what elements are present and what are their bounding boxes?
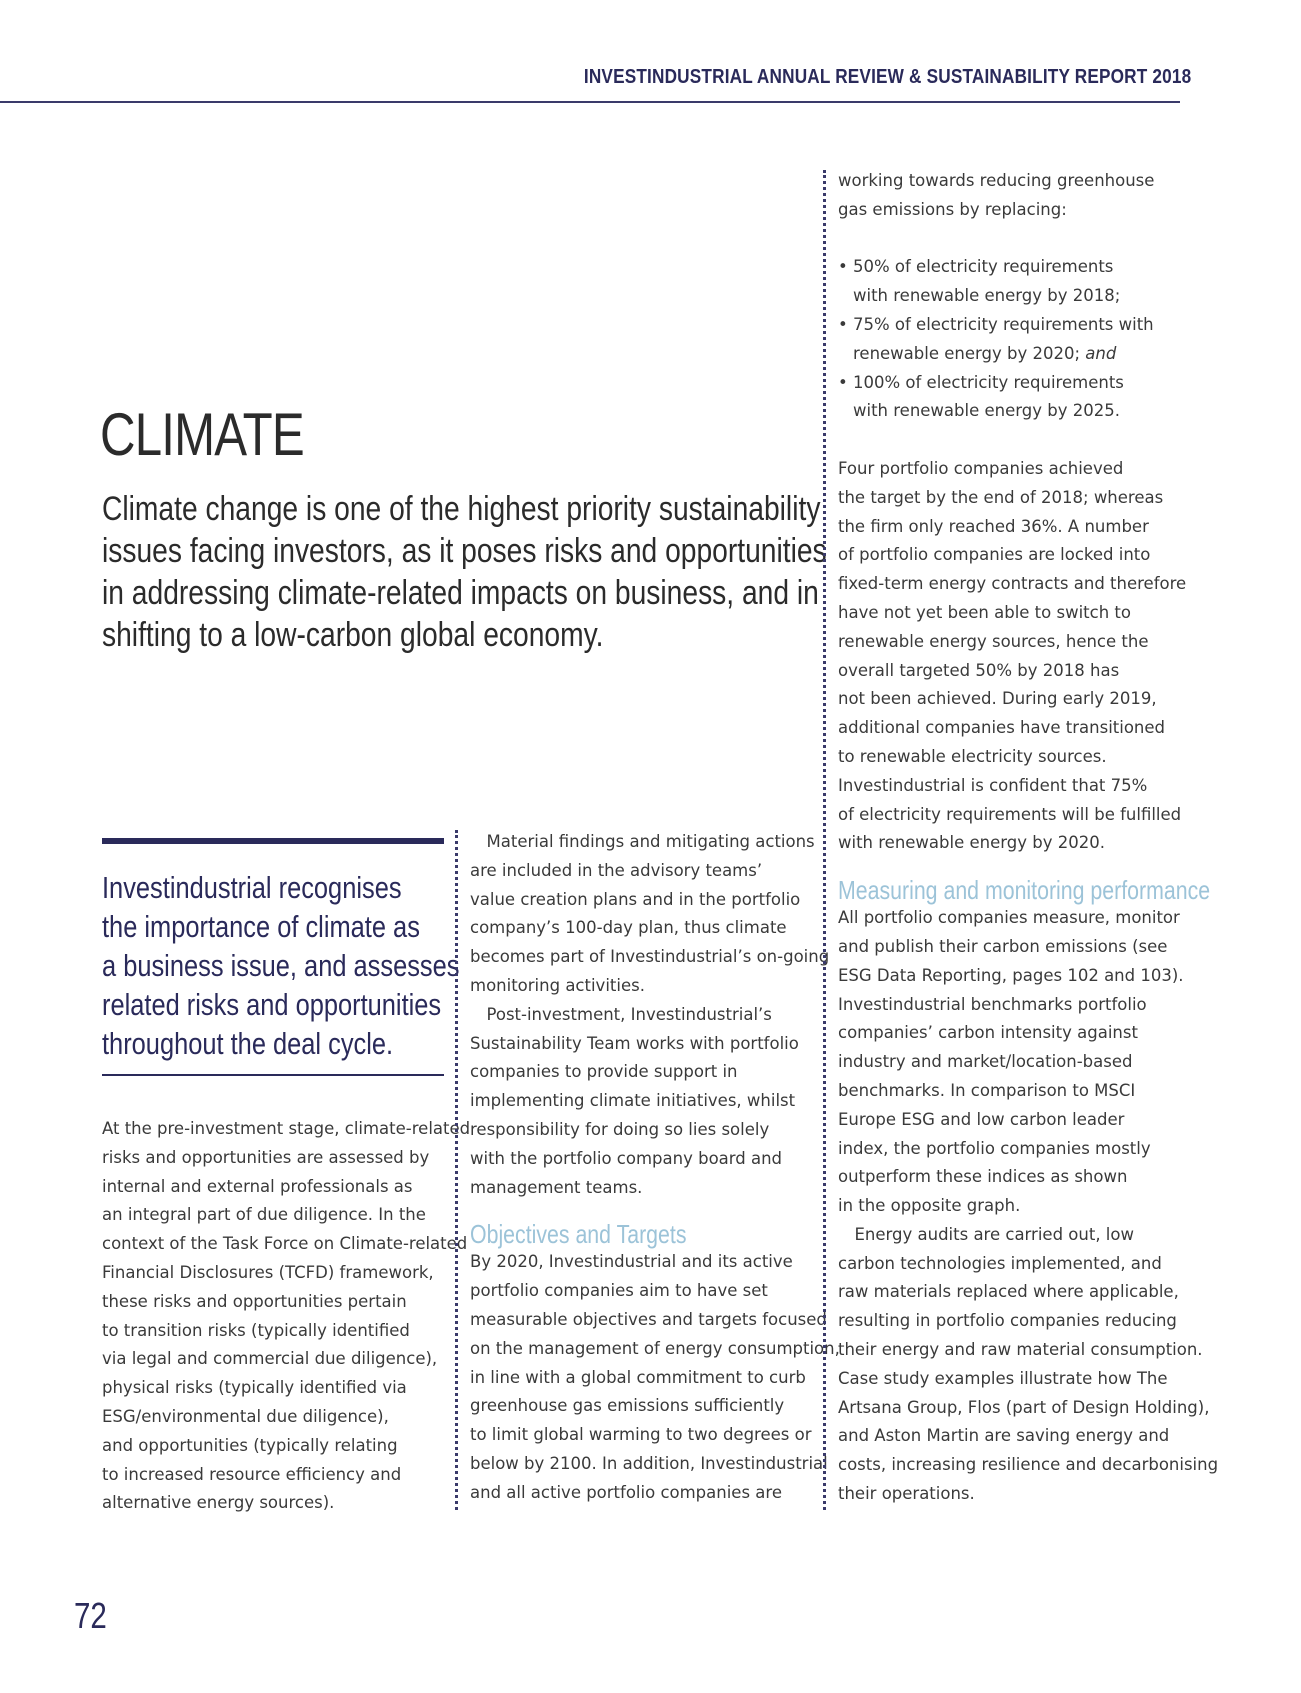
section-intro	[102, 488, 827, 656]
body-line: value creation plans and in the portfolio	[470, 889, 801, 909]
body-line: Financial Disclosures (TCFD) framework,	[102, 1262, 434, 1282]
body-line: context of the Task Force on Climate-related	[102, 1234, 468, 1254]
body-line: gas emissions by replacing:	[838, 199, 1067, 219]
body-line: to transition risks (typically identified	[102, 1320, 410, 1340]
body-line: becomes part of Investindustrial’s on-going	[470, 947, 830, 967]
body-line: ESG Data Reporting, pages 102 and 103).	[838, 965, 1184, 985]
column-2	[470, 828, 840, 1508]
bullet-item-continuation: with renewable energy by 2025.	[853, 401, 1120, 421]
body-line: working towards reducing greenhouse	[838, 171, 1155, 190]
body-line: ESG/environmental due diligence),	[102, 1406, 389, 1426]
body-line: company’s 100-day plan, thus climate	[470, 918, 787, 938]
body-line: companies’ carbon intensity against	[838, 1023, 1138, 1043]
body-line: Artsana Group, Flos (part of Design Holding),	[838, 1397, 1210, 1417]
body-line: to renewable electricity sources.	[838, 746, 1107, 766]
pullquote-bottom-rule	[102, 1074, 444, 1076]
bullet-suffix: and	[1080, 343, 1117, 363]
body-line: via legal and commercial due diligence),	[102, 1349, 438, 1369]
subheading-objectives: Objectives and Targets	[470, 1219, 687, 1250]
body-line: in the opposite graph.	[838, 1196, 1021, 1216]
body-line: portfolio companies aim to have set	[470, 1281, 768, 1301]
body-line: below by 2100. In addition, Investindustrial	[470, 1453, 828, 1473]
body-line: implementing climate initiatives, whilst	[470, 1091, 796, 1111]
pullquote-line: throughout the deal cycle.	[102, 1026, 394, 1061]
body-line: the target by the end of 2018; whereas	[838, 487, 1164, 507]
body-line: in line with a global commitment to curb	[470, 1367, 806, 1387]
body-line: costs, increasing resilience and decarbonising	[838, 1455, 1219, 1475]
pullquote-line: the importance of climate as	[102, 909, 420, 944]
body-line: responsibility for doing so lies solely	[470, 1119, 770, 1139]
body-line: are included in the advisory teams’	[470, 860, 763, 880]
body-line: Post-investment, Investindustrial’s	[470, 1004, 772, 1024]
report-header-title: INVESTINDUSTRIAL ANNUAL REVIEW & SUSTAINABILITY REPORT 2018	[583, 66, 1191, 88]
pullquote	[102, 868, 460, 1063]
body-line: Investindustrial is confident that 75%	[838, 775, 1148, 795]
body-line: outperform these indices as shown	[838, 1167, 1128, 1187]
bullet-item: • 100% of electricity requirements	[838, 372, 1124, 392]
body-line: Investindustrial benchmarks portfolio	[838, 994, 1147, 1014]
body-line: industry and market/location-based	[838, 1052, 1133, 1072]
bullet-item: • 75% of electricity requirements with	[838, 314, 1154, 334]
body-line: and opportunities (typically relating	[102, 1435, 398, 1455]
section-title: CLIMATE	[100, 401, 304, 468]
body-line: Material findings and mitigating actions	[470, 832, 815, 851]
body-line: the firm only reached 36%. A number	[838, 516, 1149, 536]
body-line: their operations.	[838, 1484, 975, 1504]
body-line: Case study examples illustrate how The	[838, 1368, 1168, 1388]
bullet-item-continuation: with renewable energy by 2018;	[853, 286, 1121, 306]
body-line: an integral part of due diligence. In the	[102, 1205, 426, 1225]
body-line: of portfolio companies are locked into	[838, 545, 1151, 565]
body-line: raw materials replaced where applicable,	[838, 1282, 1179, 1302]
body-line: renewable energy sources, hence the	[838, 631, 1149, 651]
body-line: additional companies have transitioned	[838, 718, 1166, 738]
body-line: and publish their carbon emissions (see	[838, 936, 1168, 956]
body-line: have not yet been able to switch to	[838, 602, 1131, 622]
body-line: with the portfolio company board and	[470, 1148, 783, 1168]
body-line: index, the portfolio companies mostly	[838, 1138, 1151, 1158]
body-line: with renewable energy by 2020.	[838, 833, 1105, 853]
body-line: management teams.	[470, 1177, 643, 1197]
page-number: 72	[74, 1595, 107, 1636]
body-line: on the management of energy consumption,	[470, 1338, 840, 1358]
intro-line: Climate change is one of the highest priority sustainability	[102, 490, 821, 528]
pullquote-line: related risks and opportunities	[102, 987, 442, 1022]
body-line: to limit global warming to two degrees or	[470, 1425, 812, 1445]
bullet-item-continuation	[838, 340, 1292, 369]
body-line: Energy audits are carried out, low	[838, 1224, 1134, 1244]
body-line: benchmarks. In comparison to MSCI	[838, 1080, 1136, 1100]
intro-line: issues facing investors, as it poses risks and opportunities	[102, 532, 827, 570]
body-line: not been achieved. During early 2019,	[838, 689, 1157, 709]
body-line: Europe ESG and low carbon leader	[838, 1109, 1125, 1129]
body-line: risks and opportunities are assessed by	[102, 1147, 430, 1167]
body-line: of electricity requirements will be fulfilled	[838, 804, 1182, 824]
body-line: measurable objectives and targets focused	[470, 1309, 827, 1329]
header-rule	[0, 101, 1180, 103]
body-line: these risks and opportunities pertain	[102, 1291, 407, 1311]
body-line: monitoring activities.	[470, 975, 645, 995]
body-line: and all active portfolio companies are	[470, 1482, 782, 1502]
body-line: to increased resource efficiency and	[102, 1464, 402, 1484]
column-divider	[455, 830, 458, 1510]
body-line: alternative energy sources).	[102, 1493, 335, 1513]
body-line: carbon technologies implemented, and	[838, 1253, 1162, 1273]
body-line: Sustainability Team works with portfolio	[470, 1033, 799, 1053]
bullet-text: renewable energy by 2020;	[853, 343, 1081, 363]
pullquote-top-rule	[102, 838, 444, 844]
column-1	[102, 1115, 470, 1518]
subheading-measuring: Measuring and monitoring performance	[838, 875, 1211, 906]
body-line: By 2020, Investindustrial and its active	[470, 1252, 793, 1272]
column-3	[838, 167, 1292, 1509]
intro-line: shifting to a low-carbon global economy.	[102, 616, 604, 654]
body-line: internal and external professionals as	[102, 1176, 413, 1196]
column-divider	[823, 170, 826, 1510]
body-line: their energy and raw material consumption.	[838, 1340, 1203, 1360]
body-line: and Aston Martin are saving energy and	[838, 1426, 1170, 1446]
body-line: physical risks (typically identified via	[102, 1378, 407, 1398]
body-line: resulting in portfolio companies reducing	[838, 1311, 1177, 1331]
body-line: greenhouse gas emissions sufficiently	[470, 1396, 785, 1416]
body-line: Four portfolio companies achieved	[838, 458, 1124, 478]
pullquote-line: a business issue, and assesses	[102, 948, 460, 983]
intro-line: in addressing climate-related impacts on business, and in	[102, 574, 819, 612]
body-line: fixed-term energy contracts and therefore	[838, 574, 1187, 594]
body-line: All portfolio companies measure, monitor	[838, 908, 1180, 928]
bullet-item: • 50% of electricity requirements	[838, 257, 1114, 277]
body-line: At the pre-investment stage, climate-related	[102, 1119, 471, 1138]
body-line: overall targeted 50% by 2018 has	[838, 660, 1120, 680]
pullquote-line: Investindustrial recognises	[102, 870, 402, 905]
body-line: companies to provide support in	[470, 1062, 738, 1082]
